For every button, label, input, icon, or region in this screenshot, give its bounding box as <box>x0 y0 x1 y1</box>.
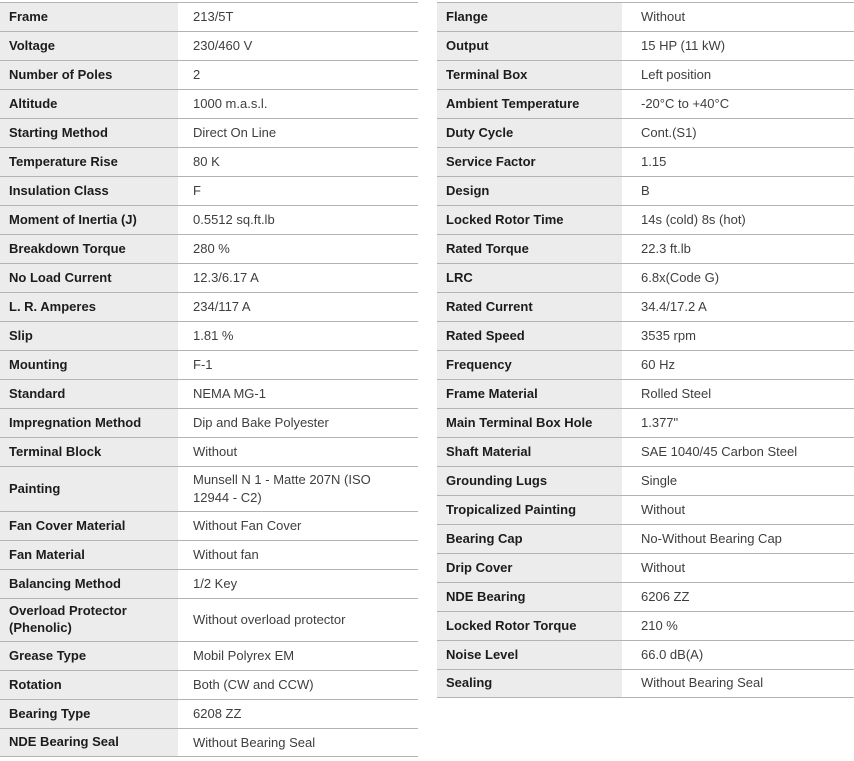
spec-row <box>437 321 854 350</box>
spec-value: 1000 m.a.s.l. <box>178 90 418 118</box>
spec-label: Temperature Rise <box>0 148 178 176</box>
spec-row <box>437 60 854 89</box>
spec-value: Without <box>622 554 854 582</box>
spec-label: Starting Method <box>0 119 178 147</box>
spec-label: Overload Protector (Phenolic) <box>0 599 178 641</box>
spec-label: Impregnation Method <box>0 409 178 437</box>
spec-value: Without <box>622 3 854 31</box>
spec-value: 34.4/17.2 A <box>622 293 854 321</box>
spec-label: NDE Bearing <box>437 583 622 611</box>
spec-value: Without overload protector <box>178 599 418 641</box>
spec-label: Balancing Method <box>0 570 178 598</box>
spec-value: Single <box>622 467 854 495</box>
spec-value: Without Bearing Seal <box>622 670 854 697</box>
spec-value: 280 % <box>178 235 418 263</box>
spec-label: L. R. Amperes <box>0 293 178 321</box>
spec-value: 1.15 <box>622 148 854 176</box>
spec-row <box>0 118 418 147</box>
spec-row <box>437 118 854 147</box>
spec-label: Grease Type <box>0 642 178 670</box>
spec-value: 60 Hz <box>622 351 854 379</box>
spec-value: SAE 1040/45 Carbon Steel <box>622 438 854 466</box>
spec-row <box>0 728 418 757</box>
spec-row <box>437 176 854 205</box>
spec-row <box>437 89 854 118</box>
spec-row <box>437 669 854 698</box>
spec-value: 234/117 A <box>178 293 418 321</box>
spec-value: 14s (cold) 8s (hot) <box>622 206 854 234</box>
spec-row <box>437 437 854 466</box>
spec-row <box>0 379 418 408</box>
spec-value: Without <box>622 496 854 524</box>
spec-label: Noise Level <box>437 641 622 669</box>
spec-label: Grounding Lugs <box>437 467 622 495</box>
spec-row <box>0 60 418 89</box>
spec-row <box>437 611 854 640</box>
spec-value: Both (CW and CCW) <box>178 671 418 699</box>
spec-value: 66.0 dB(A) <box>622 641 854 669</box>
spec-label: Fan Material <box>0 541 178 569</box>
spec-row <box>0 408 418 437</box>
spec-value: F-1 <box>178 351 418 379</box>
spec-row <box>437 640 854 669</box>
spec-row <box>0 89 418 118</box>
spec-label: Terminal Box <box>437 61 622 89</box>
spec-value: B <box>622 177 854 205</box>
spec-row <box>0 263 418 292</box>
spec-value: Without Bearing Seal <box>178 729 418 756</box>
spec-value: 1.377" <box>622 409 854 437</box>
spec-label: Mounting <box>0 351 178 379</box>
spec-row <box>437 379 854 408</box>
spec-row <box>0 598 418 641</box>
spec-value: 230/460 V <box>178 32 418 60</box>
spec-label: LRC <box>437 264 622 292</box>
spec-value: Dip and Bake Polyester <box>178 409 418 437</box>
spec-label: Terminal Block <box>0 438 178 466</box>
spec-row <box>437 524 854 553</box>
spec-label: NDE Bearing Seal <box>0 729 178 756</box>
spec-table-left <box>0 2 418 757</box>
spec-value: 12.3/6.17 A <box>178 264 418 292</box>
spec-value: Rolled Steel <box>622 380 854 408</box>
spec-value: 6206 ZZ <box>622 583 854 611</box>
spec-row <box>0 205 418 234</box>
spec-value: Left position <box>622 61 854 89</box>
spec-label: Rotation <box>0 671 178 699</box>
spec-value: 22.3 ft.lb <box>622 235 854 263</box>
spec-label: Locked Rotor Torque <box>437 612 622 640</box>
spec-label: Drip Cover <box>437 554 622 582</box>
spec-label: No Load Current <box>0 264 178 292</box>
spec-row <box>437 263 854 292</box>
spec-row <box>0 699 418 728</box>
spec-label: Bearing Type <box>0 700 178 728</box>
spec-label: Output <box>437 32 622 60</box>
spec-value: No-Without Bearing Cap <box>622 525 854 553</box>
spec-row <box>437 495 854 524</box>
spec-label: Sealing <box>437 670 622 697</box>
spec-label: Ambient Temperature <box>437 90 622 118</box>
spec-label: Design <box>437 177 622 205</box>
spec-value: Cont.(S1) <box>622 119 854 147</box>
spec-row <box>0 321 418 350</box>
spec-row <box>0 670 418 699</box>
spec-value: 1/2 Key <box>178 570 418 598</box>
spec-label: Main Terminal Box Hole <box>437 409 622 437</box>
spec-row <box>0 176 418 205</box>
spec-value: -20°C to +40°C <box>622 90 854 118</box>
spec-row <box>437 350 854 379</box>
spec-value: 1.81 % <box>178 322 418 350</box>
spec-label: Fan Cover Material <box>0 512 178 540</box>
spec-label: Shaft Material <box>437 438 622 466</box>
spec-row <box>0 31 418 60</box>
spec-value: Without <box>178 438 418 466</box>
spec-label: Rated Current <box>437 293 622 321</box>
spec-row <box>0 540 418 569</box>
spec-label: Voltage <box>0 32 178 60</box>
spec-value: 6.8x(Code G) <box>622 264 854 292</box>
spec-label: Frame Material <box>437 380 622 408</box>
spec-row <box>0 569 418 598</box>
spec-value: 213/5T <box>178 3 418 31</box>
spec-row <box>437 234 854 263</box>
spec-value: 2 <box>178 61 418 89</box>
spec-row <box>0 641 418 670</box>
spec-label: Locked Rotor Time <box>437 206 622 234</box>
spec-value: 210 % <box>622 612 854 640</box>
spec-label: Breakdown Torque <box>0 235 178 263</box>
spec-row <box>437 2 854 31</box>
spec-label: Frame <box>0 3 178 31</box>
spec-label: Duty Cycle <box>437 119 622 147</box>
spec-value: Without fan <box>178 541 418 569</box>
spec-value: 6208 ZZ <box>178 700 418 728</box>
spec-value: Mobil Polyrex EM <box>178 642 418 670</box>
spec-table-right <box>437 2 854 698</box>
spec-row <box>437 205 854 234</box>
spec-row <box>437 292 854 321</box>
spec-label: Bearing Cap <box>437 525 622 553</box>
spec-value: Direct On Line <box>178 119 418 147</box>
spec-value: 15 HP (11 kW) <box>622 32 854 60</box>
spec-label: Rated Speed <box>437 322 622 350</box>
spec-row <box>0 2 418 31</box>
spec-row <box>0 147 418 176</box>
spec-label: Rated Torque <box>437 235 622 263</box>
spec-value: 0.5512 sq.ft.lb <box>178 206 418 234</box>
spec-label: Insulation Class <box>0 177 178 205</box>
spec-label: Number of Poles <box>0 61 178 89</box>
spec-label: Flange <box>437 3 622 31</box>
spec-value: Without Fan Cover <box>178 512 418 540</box>
spec-row <box>437 31 854 60</box>
spec-row <box>0 234 418 263</box>
spec-row <box>437 582 854 611</box>
spec-value: 80 K <box>178 148 418 176</box>
spec-value: Munsell N 1 - Matte 207N (ISO 12944 - C2) <box>178 467 418 511</box>
spec-row <box>0 466 418 511</box>
spec-row <box>0 292 418 321</box>
spec-label: Frequency <box>437 351 622 379</box>
spec-label: Standard <box>0 380 178 408</box>
spec-label: Slip <box>0 322 178 350</box>
spec-row <box>0 350 418 379</box>
spec-label: Tropicalized Painting <box>437 496 622 524</box>
spec-row <box>437 147 854 176</box>
spec-value: F <box>178 177 418 205</box>
spec-row <box>0 437 418 466</box>
spec-label: Service Factor <box>437 148 622 176</box>
spec-row <box>0 511 418 540</box>
spec-row <box>437 408 854 437</box>
spec-value: NEMA MG-1 <box>178 380 418 408</box>
spec-label: Moment of Inertia (J) <box>0 206 178 234</box>
spec-label: Painting <box>0 467 178 511</box>
spec-value: 3535 rpm <box>622 322 854 350</box>
spec-row <box>437 553 854 582</box>
spec-row <box>437 466 854 495</box>
spec-label: Altitude <box>0 90 178 118</box>
